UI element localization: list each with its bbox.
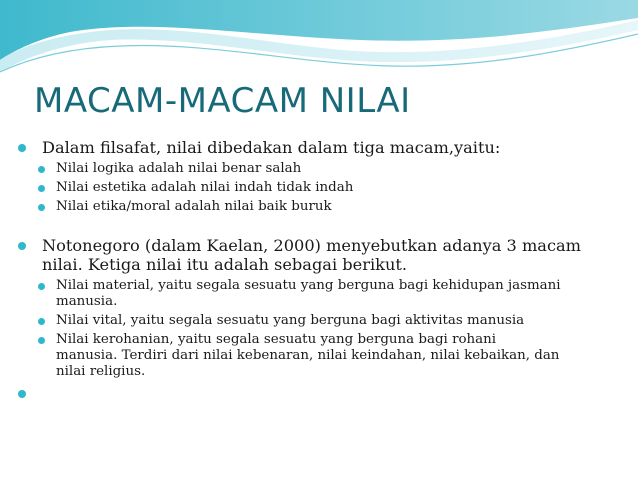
bullet-icon	[38, 204, 45, 211]
spacer	[16, 218, 616, 236]
sub-bullet-text: Nilai estetika adalah nilai indah tidak indah	[56, 180, 354, 195]
sub-bullet-text: Nilai kerohanian, yaitu segala sesuatu yang berguna bagi rohani manusia. Terdiri dari nilai kebenaran, nilai keindahan, nilai kebaikan, dan nilai religius.	[56, 332, 560, 379]
sub-bullet-point	[36, 199, 616, 215]
bullet-icon	[18, 144, 26, 152]
bullet-text: Notonegoro (dalam Kaelan, 2000) menyebutkan adanya 3 macam nilai. Ketiga nilai itu adalah sebagai berikut.	[42, 236, 582, 274]
sub-bullet-point	[36, 313, 616, 329]
sub-bullet-text: Nilai logika adalah nilai benar salah	[56, 161, 302, 176]
bullet-point	[16, 138, 616, 215]
bullet-icon	[38, 166, 45, 173]
sub-bullet-text: Nilai vital, yaitu segala sesuatu yang berguna bagi aktivitas manusia	[56, 313, 525, 328]
sub-bullet-point	[36, 278, 616, 310]
slide-body	[16, 138, 616, 404]
bullet-point-empty	[16, 384, 616, 404]
slide-title: MACAM-MACAM NILAI	[34, 81, 411, 121]
bullet-icon	[38, 185, 45, 192]
bullet-icon	[38, 318, 45, 325]
sub-bullet-point	[36, 180, 616, 196]
sub-bullet-point	[36, 332, 616, 380]
sub-bullet-text: Nilai etika/moral adalah nilai baik buruk	[56, 199, 332, 214]
sub-bullet-point	[36, 161, 616, 177]
bullet-icon	[18, 390, 26, 398]
decorative-wave-header	[0, 0, 638, 80]
bullet-icon	[38, 337, 45, 344]
bullet-point	[16, 236, 616, 380]
sub-bullet-text: Nilai material, yaitu segala sesuatu yang berguna bagi kehidupan jasmani manusia.	[56, 278, 561, 309]
bullet-icon	[38, 283, 45, 290]
bullet-icon	[18, 242, 26, 250]
bullet-text: Dalam filsafat, nilai dibedakan dalam tiga macam,yaitu:	[42, 138, 501, 157]
